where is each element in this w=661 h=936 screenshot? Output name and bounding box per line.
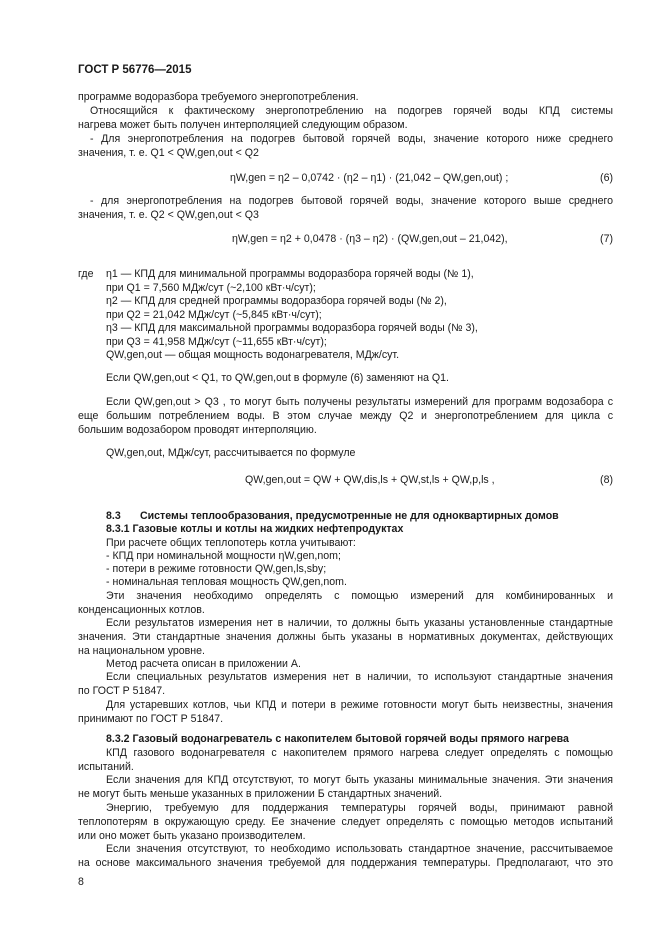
definition-item: при Q3 = 41,958 МДж/сут (~11,655 кВт·ч/сут);: [106, 336, 327, 348]
paragraph-line: значения, т. е. Q1 < QW,gen,out < Q2: [78, 147, 259, 159]
subsection-heading: 8.3.1 Газовые котлы и котлы на жидких нефтепродуктах: [106, 523, 404, 535]
page-number: 8: [78, 876, 84, 888]
section-number: 8.3: [106, 510, 121, 522]
formula-8: QW,gen,out = QW + QW,dis,ls + QW,st,ls + QW,p,ls ,: [245, 474, 495, 486]
paragraph-line: не могут быть меньше указанных в приложении Б стандартных значений.: [78, 788, 443, 800]
paragraph-line: QW,gen,out, МДж/сут, рассчитывается по формуле: [106, 447, 356, 459]
paragraph-line: большим водозабором проводят интерполяцию.: [78, 424, 317, 436]
bullet-item: - номинальная тепловая мощность QW,gen,nom.: [106, 576, 347, 588]
paragraph-line: Если QW,gen,out > Q3 , то могут быть получены результаты измерений для программ водозабора с: [106, 396, 613, 408]
paragraph-line: на национальном уровне.: [78, 645, 205, 657]
formula-7: ηW,gen = η2 + 0,0478 · (η3 – η2) · (QW,gen,out – 21,042),: [232, 233, 508, 245]
definition-item: QW,gen,out — общая мощность водонагревателя, МДж/сут.: [106, 349, 400, 361]
paragraph-line: испытаний.: [78, 761, 134, 773]
paragraph-line: - для энергопотребления на подогрев бытовой горячей воды, значение которого выше среднего: [90, 195, 613, 207]
paragraph-line: Энергию, требуемую для поддержания температуры горячей воды, принимают равной: [106, 802, 613, 814]
paragraph-line: При расчете общих теплопотерь котла учитывают:: [106, 537, 356, 549]
paragraph-line: Если специальных результатов измерения нет в наличии, то используют стандартные значения: [106, 671, 613, 683]
paragraph-line: значения, т. е. Q2 < QW,gen,out < Q3: [78, 209, 259, 221]
formula-number: (8): [600, 474, 613, 486]
paragraph-line: - Для энергопотребления на подогрев бытовой горячей воды, значение которого ниже среднего: [90, 133, 613, 145]
paragraph-line: теплопотерям в окружающую среду. Ее значение следует определять с помощью методов испытаний: [78, 816, 613, 828]
paragraph-line: Метод расчета описан в приложении А.: [106, 658, 301, 670]
paragraph-line: Эти значения необходимо определять с помощью измерений для комбинированных и: [106, 590, 613, 602]
formula-6: ηW,gen = η2 – 0,0742 · (η2 – η1) · (21,042 – QW,gen,out) ;: [230, 172, 509, 184]
formula-number: (7): [600, 233, 613, 245]
where-label: где: [78, 268, 94, 280]
section-heading: Системы теплообразования, предусмотренные не для одноквартирных домов: [140, 510, 559, 522]
paragraph-line: по ГОСТ Р 51847.: [78, 685, 166, 697]
paragraph-line: КПД газового водонагревателя с накопителем прямого нагрева следует определять с помощью: [106, 747, 613, 759]
definition-item: η2 — КПД для средней программы водоразбора горячей воды (№ 2),: [106, 295, 447, 307]
paragraph-line: еще большим потреблением воды. В этом случае между Q2 и энергопотреблением для цикла с: [78, 410, 613, 422]
definition-item: η3 — КПД для максимальной программы водоразбора горячей воды (№ 3),: [106, 322, 478, 334]
paragraph-line: Если QW,gen,out < Q1, то QW,gen,out в формуле (6) заменяют на Q1.: [106, 372, 449, 384]
paragraph-line: Если значения отсутствуют, то необходимо использовать стандартное значение, рассчитываемое: [106, 843, 613, 855]
paragraph-line: конденсационных котлов.: [78, 604, 205, 616]
paragraph-line: Если результатов измерения нет в наличии, то должны быть указаны установленные стандартные: [106, 617, 613, 629]
paragraph-line: на основе максимального значения требуемой для поддержания температуры. Предполагают, что это: [78, 857, 613, 869]
definition-item: при Q2 = 21,042 МДж/сут (~5,845 кВт·ч/сут);: [106, 309, 322, 321]
paragraph-line: значения. Эти стандартные значения должны быть указаны в нормативных документах, действующих: [78, 631, 613, 643]
paragraph-line: Относящийся к фактическому энергопотреблению на подогрев горячей воды КПД системы: [90, 105, 613, 117]
paragraph-line: или оно может быть указано производителем.: [78, 830, 306, 842]
formula-number: (6): [600, 172, 613, 184]
paragraph-line: принимают по ГОСТ Р 51847.: [78, 713, 224, 725]
bullet-item: - КПД при номинальной мощности ηW,gen,nom;: [106, 550, 341, 562]
subsection-heading: 8.3.2 Газовый водонагреватель с накопителем бытовой горячей воды прямого нагрева: [106, 733, 569, 745]
paragraph-line: Если значения для КПД отсутствуют, то могут быть указаны минимальные значения. Эти значения: [106, 774, 613, 786]
paragraph-line: программе водоразбора требуемого энергопотребления.: [78, 91, 359, 103]
bullet-item: - потери в режиме готовности QW,gen,ls,sby;: [106, 563, 327, 575]
paragraph-line: Для устаревших котлов, чьи КПД и потери в режиме готовности могут быть неизвестны, значения: [106, 699, 613, 711]
definition-item: η1 — КПД для минимальной программы водоразбора горячей воды (№ 1),: [106, 268, 474, 280]
page-header: ГОСТ Р 56776—2015: [78, 64, 192, 76]
definition-item: при Q1 = 7,560 МДж/сут (~2,100 кВт·ч/сут);: [106, 282, 316, 294]
paragraph-line: нагрева может быть получен интерполяцией следующим образом.: [78, 119, 408, 131]
